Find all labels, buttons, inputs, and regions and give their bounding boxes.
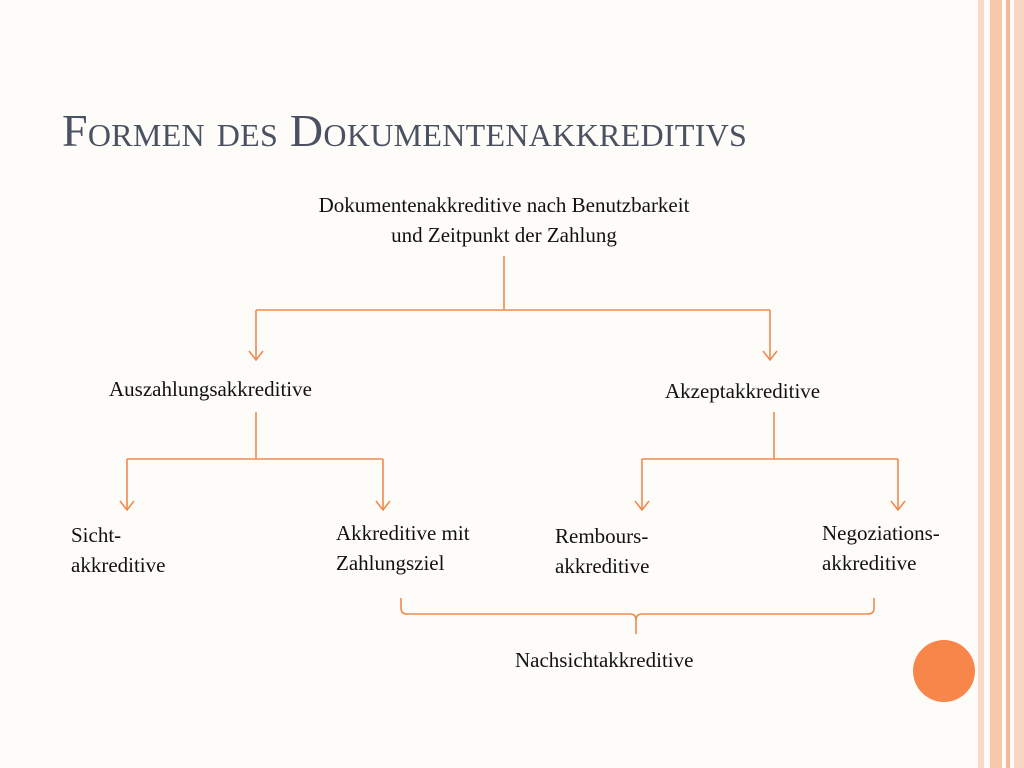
connector-left-branch [127,412,383,510]
decorative-circle [913,640,975,702]
leaf-label-rembours: Rembours- akkreditive [555,524,650,578]
group-label: Nachsichtakkreditive [515,648,694,672]
slide-title: Formen des Dokumentenakkreditivs [62,105,748,156]
root-node-label: Dokumentenakkreditive nach Benutzbarkeit und Zeitpunkt der Zahlung [318,193,690,247]
leaf-label-negoziations: Negoziations- akkreditive [822,521,940,575]
group-brace [401,598,874,634]
branch-right-label: Akzeptakkreditive [665,379,821,403]
leaf-label-zahlungsziel: Akkreditive mit Zahlungsziel [336,521,470,575]
connector-root [256,256,770,360]
connector-right-branch [642,412,898,510]
leaf-label-sicht: Sicht- akkreditive [71,523,166,577]
branch-left-label: Auszahlungsakkreditive [109,377,312,401]
